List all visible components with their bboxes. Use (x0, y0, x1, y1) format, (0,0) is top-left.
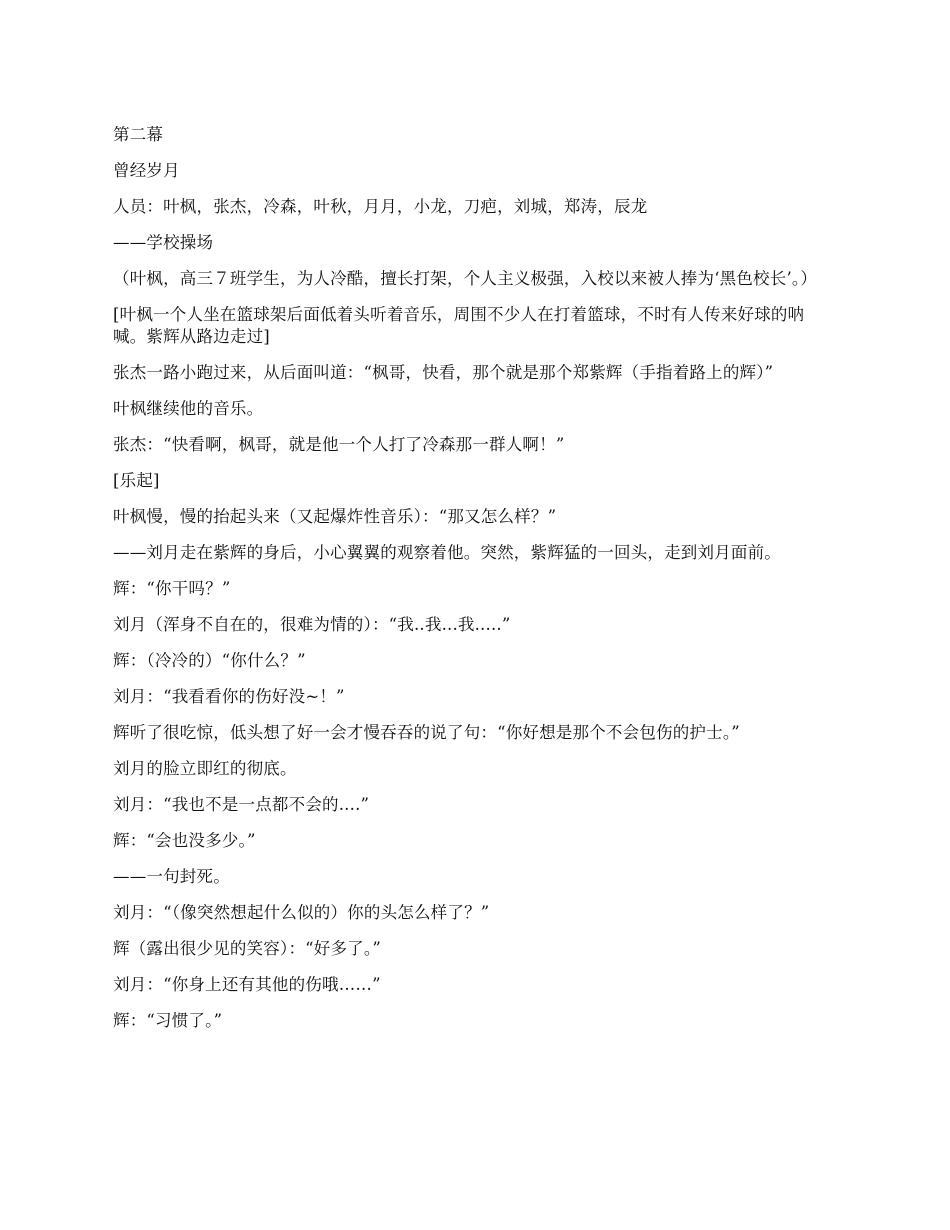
dialogue-line: 刘月：“（像突然想起什么似的）你的头怎么样了？” (113, 903, 490, 922)
dialogue-line: 刘月：“我看看你的伤好没~！” (113, 687, 345, 706)
dialogue-line: 辉：“你干吗？” (113, 579, 231, 598)
dialogue-line: 张杰一路小跑过来，从后面叫道：“枫哥，快看，那个就是那个郑紫辉（手指着路上的辉）” (113, 363, 774, 382)
stage-direction: [乐起] (113, 471, 160, 490)
dialogue-line: 张杰：“快看啊，枫哥，就是他一个人打了冷森那一群人啊！” (113, 435, 565, 454)
dialogue-line: 辉听了很吃惊，低头想了好一会才慢吞吞的说了句：“你好想是那个不会包伤的护士。” (113, 723, 740, 742)
dialogue-line: 辉：“会也没多少。” (113, 831, 256, 850)
stage-direction: [叶枫一个人坐在篮球架后面低着头听着音乐，周围不少人在打着篮球，不时有人传来好球的呐喊。紫辉从路边走过] (113, 305, 805, 346)
dialogue-line: 辉（露出很少见的笑容）：“好多了。” (113, 939, 381, 958)
dialogue-line: 叶枫慢，慢的抬起头来（又起爆炸性音乐）：“那又怎么样？” (113, 507, 557, 526)
character-note: （叶枫，高三７班学生，为人冷酷，擅长打架，个人主义极强，入校以来被人捧为‘黑色校长’。） (113, 269, 818, 288)
scene-location: ——学校操场 (113, 233, 214, 252)
action-line: 刘月的脸立即红的彻底。 (113, 759, 297, 778)
cast-list: 人员：叶枫，张杰，冷森，叶秋，月月，小龙，刀疤，刘城，郑涛，辰龙 (113, 197, 648, 216)
act-heading: 第二幕 (113, 125, 164, 144)
action-line: 叶枫继续他的音乐。 (113, 399, 264, 418)
scene-title: 曾经岁月 (113, 161, 180, 180)
action-line: ——一句封死。 (113, 867, 230, 886)
dialogue-line: 辉：（冷冷的）“你什么？” (113, 651, 306, 670)
dialogue-line: 刘月：“我也不是一点都不会的....” (113, 795, 370, 814)
document-body (113, 124, 833, 1046)
dialogue-line: 辉：“习惯了。” (113, 1011, 223, 1030)
action-line: ——刘月走在紫辉的身后，小心翼翼的观察着他。突然，紫辉猛的一回头，走到刘月面前。 (113, 543, 781, 562)
dialogue-line: 刘月（浑身不自在的，很难为情的）：“我..我...我.....” (113, 615, 511, 634)
dialogue-line: 刘月：“你身上还有其他的伤哦……” (113, 975, 381, 994)
